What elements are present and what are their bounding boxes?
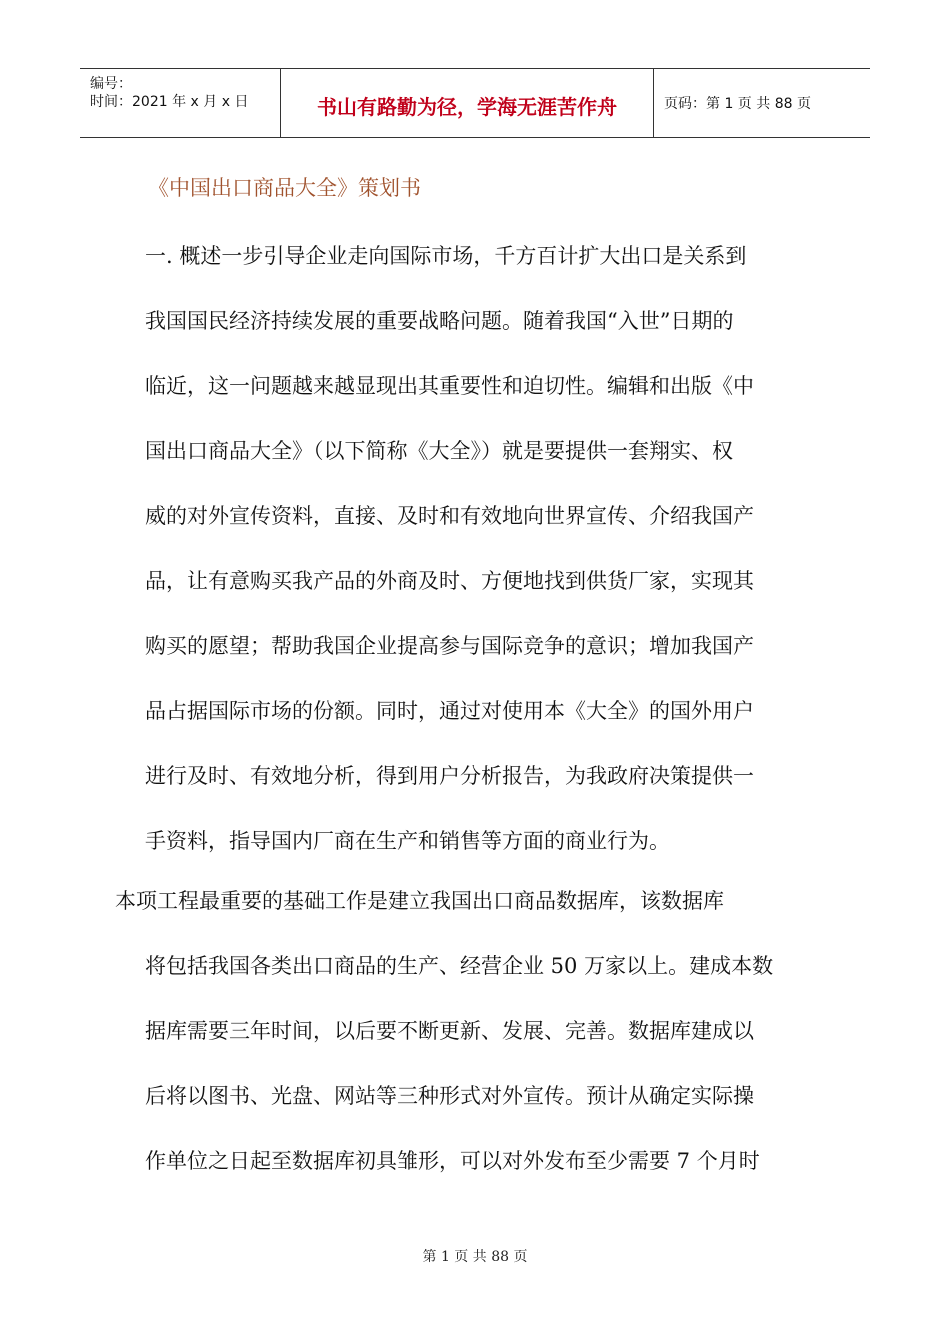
body-line: 国出口商品大全》（以下简称《大全》）就是要提供一套翔实、权 [145,439,733,463]
page-header [80,68,870,138]
body-line: 威的对外宣传资料，直接、及时和有效地向世界宣传、介绍我国产 [145,504,754,528]
header-meta-cell [80,69,281,137]
body-line: 购买的愿望；帮助我国企业提高参与国际竞争的意识；增加我国产 [145,634,754,658]
date-label: 时间：2021 年 x 月 x 日 [90,94,249,110]
header-page-cell [654,69,870,137]
document-title: 《中国出口商品大全》策划书 [148,176,421,200]
body-line: 据库需要三年时间，以后要不断更新、发展、完善。数据库建成以 [145,1019,754,1043]
body-line: 品，让有意购买我产品的外商及时、方便地找到供货厂家，实现其 [145,569,754,593]
body-line: 我国国民经济持续发展的重要战略问题。随着我国“入世”日期的 [145,309,734,333]
body-line: 后将以图书、光盘、网站等三种形式对外宣传。预计从确定实际操 [145,1084,754,1108]
header-motto: 书山有路勤为径，学海无涯苦作舟 [317,95,617,119]
body-line: 本项工程最重要的基础工作是建立我国出口商品数据库，该数据库 [115,889,724,913]
serial-number-label: 编号： [90,76,132,92]
body-line: 临近，这一问题越来越显现出其重要性和迫切性。编辑和出版《中 [145,374,754,398]
body-line: 一. 概述一步引导企业走向国际市场，千方百计扩大出口是关系到 [145,244,747,268]
body-line: 品占据国际市场的份额。同时，通过对使用本《大全》的国外用户 [145,699,754,723]
page-footer: 第 1 页 共 88 页 [422,1249,528,1265]
header-page-info: 页码：第 1 页 共 88 页 [664,96,811,112]
body-line: 手资料，指导国内厂商在生产和销售等方面的商业行为。 [145,829,670,853]
body-line: 进行及时、有效地分析，得到用户分析报告，为我政府决策提供一 [145,764,754,788]
header-motto-cell [281,69,654,137]
body-line: 将包括我国各类出口商品的生产、经营企业 50 万家以上。建成本数 [145,954,774,978]
body-line: 作单位之日起至数据库初具雏形，可以对外发布至少需要 7 个月时 [145,1149,760,1173]
